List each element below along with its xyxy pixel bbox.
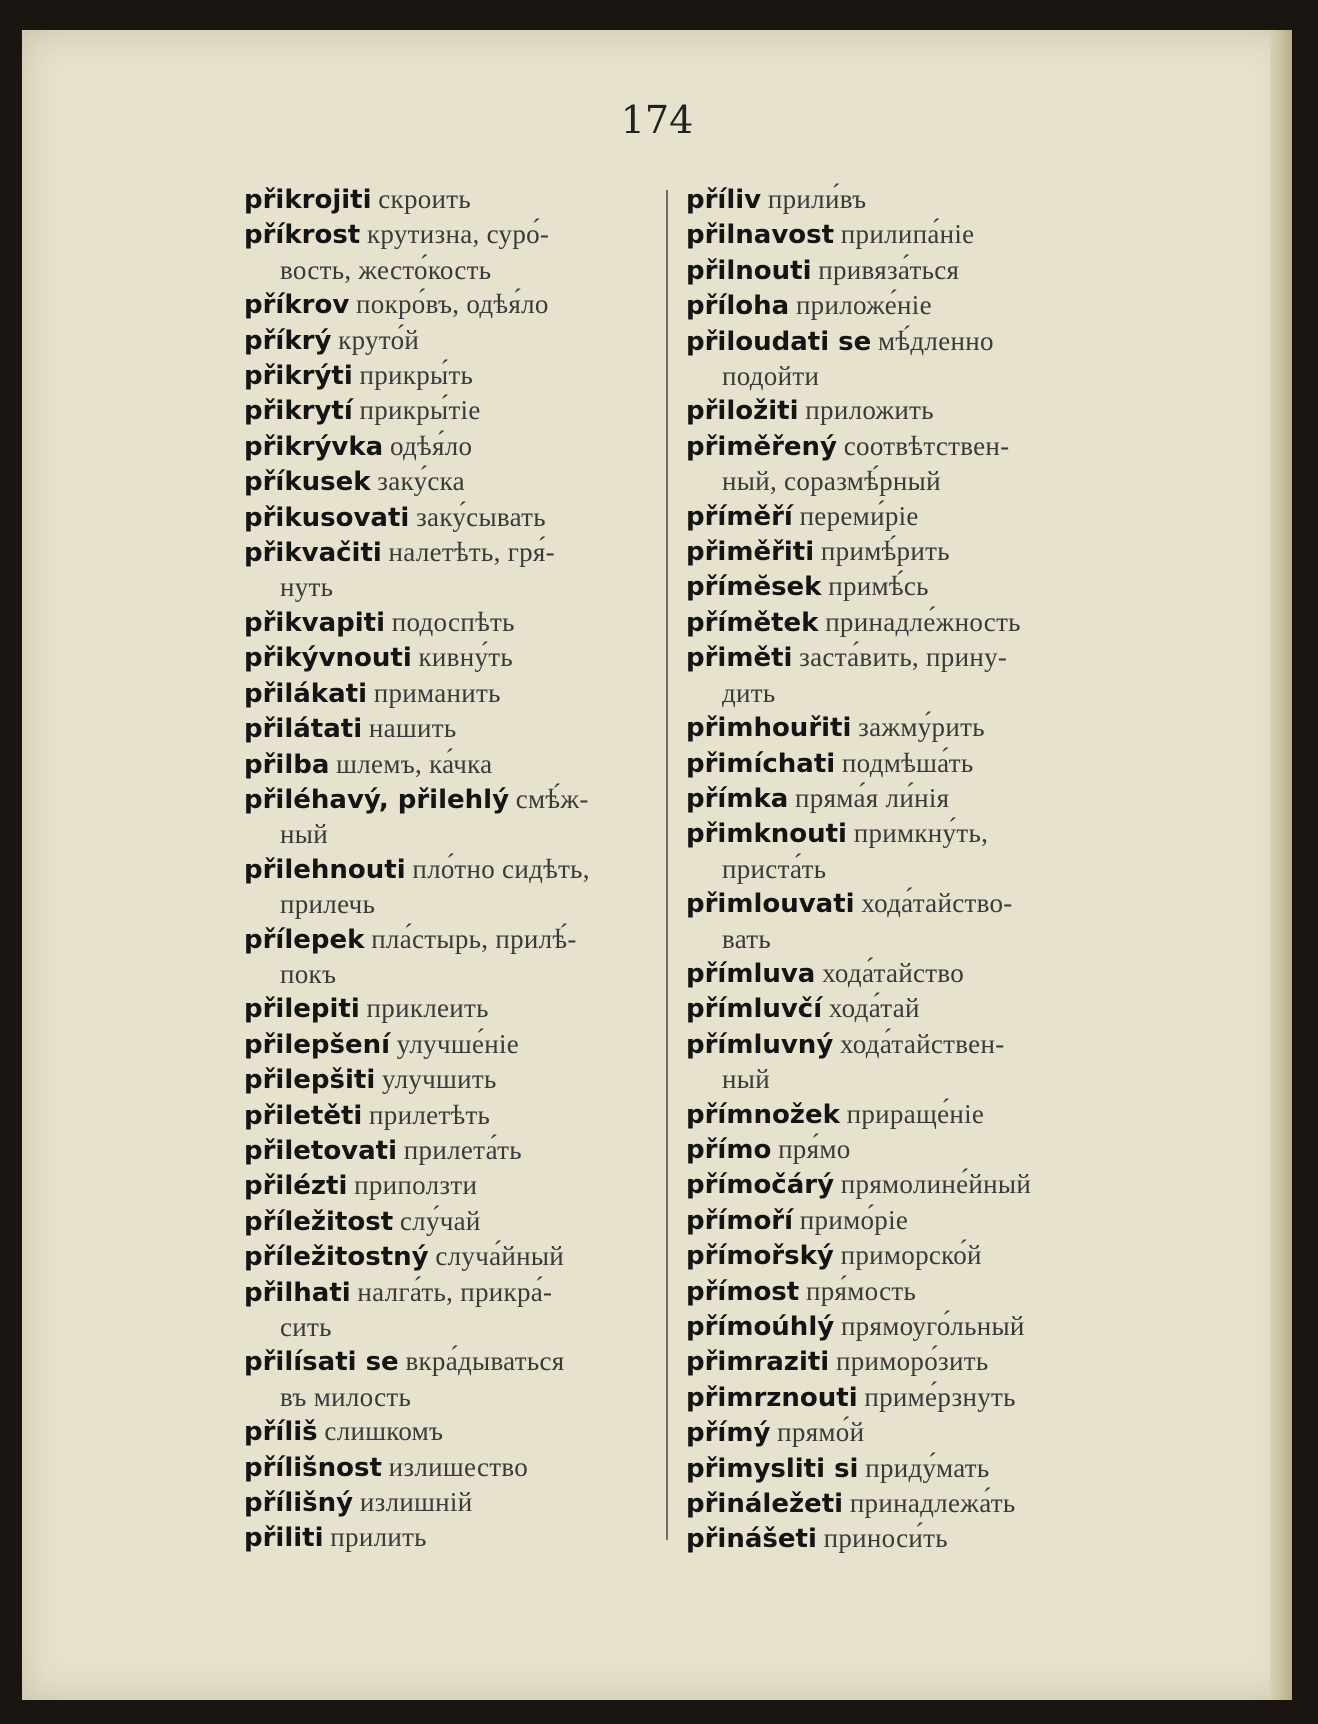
translation: заста́вить, прину- [799, 642, 1008, 673]
entry-first-line [244, 535, 669, 570]
entry-first-line [244, 747, 669, 782]
translation: кивну́ть [418, 642, 513, 673]
entry-first-line [686, 534, 1130, 569]
translation: принадле́жность [825, 606, 1021, 637]
headword: přímost [686, 1276, 800, 1307]
headword: přilátati [244, 714, 363, 745]
translation: случа́йный [435, 1241, 565, 1272]
dictionary-entry [686, 429, 1130, 499]
headword: přikrytí [244, 396, 353, 427]
dictionary-entry [244, 464, 669, 499]
entry-first-line [244, 1027, 669, 1062]
headword: přímĕsek [686, 572, 822, 603]
dictionary-entry [244, 782, 669, 852]
headword: přiletěti [244, 1100, 363, 1131]
headword: přinášeti [686, 1524, 817, 1555]
entry-first-line [686, 1274, 1130, 1309]
dictionary-entry [686, 1027, 1130, 1097]
dictionary-entry [244, 1168, 669, 1203]
entry-first-line [686, 640, 1130, 675]
entry-first-line [244, 323, 669, 358]
dictionary-entry [244, 429, 669, 464]
dictionary-entry [686, 1097, 1130, 1132]
dictionary-entry [686, 1274, 1130, 1309]
entry-first-line [244, 922, 669, 957]
headword: přikrojiti [244, 185, 372, 215]
headword: přiléhavý, přilehlý [244, 784, 510, 815]
entry-first-line [686, 1344, 1130, 1379]
entry-first-line [686, 991, 1130, 1026]
dictionary-entry [686, 288, 1130, 323]
headword: přímočárý [686, 1170, 835, 1201]
entry-first-line [244, 1344, 669, 1379]
translation: прямо́й [777, 1417, 865, 1448]
headword: přimraziti [686, 1347, 830, 1378]
dictionary-entry [244, 1275, 669, 1345]
headword: přilnouti [686, 255, 812, 286]
entry-first-line [686, 1486, 1130, 1521]
dictionary-entry [686, 1451, 1130, 1486]
translation: прикры́тіе [359, 395, 481, 426]
translation: смѣ́ж- [515, 783, 589, 814]
headword: příležitostný [244, 1242, 429, 1273]
translation: одѣя́ло [389, 430, 473, 461]
dictionary-entry [686, 1344, 1130, 1379]
entry-first-line [686, 499, 1130, 534]
translation: хода́тайство- [861, 888, 1013, 919]
dictionary-entry [244, 358, 669, 393]
entry-first-line [244, 1239, 669, 1274]
dictionary-entry [686, 1167, 1130, 1202]
dictionary-entry [244, 852, 669, 922]
translation: подмѣша́ть [841, 747, 974, 778]
headword: přílišnost [244, 1452, 382, 1483]
dictionary-entry [244, 287, 669, 322]
headword: přímoúhlý [686, 1312, 835, 1342]
translation: подоспѣть [391, 606, 515, 637]
dictionary-entry [686, 886, 1130, 956]
translation: приложить [805, 395, 934, 426]
translation: покро́въ, одѣя́ло [356, 289, 549, 320]
entry-first-line [244, 1485, 669, 1520]
translation: излишество [388, 1451, 529, 1482]
dictionary-entry [244, 605, 669, 640]
translation: пла́стырь, прилѣ́- [371, 923, 577, 954]
entry-first-line [244, 182, 669, 217]
entry-first-line [244, 464, 669, 499]
entry-first-line [244, 500, 669, 535]
entry-first-line [244, 605, 669, 640]
entry-first-line [244, 1414, 669, 1449]
dictionary-entry [686, 217, 1130, 252]
translation-continuation: сить [280, 1312, 332, 1342]
translation-continuation: дить [722, 677, 776, 708]
entry-first-line [244, 1204, 669, 1239]
translation: приморо́зить [835, 1346, 989, 1377]
entry-first-line [686, 1203, 1130, 1238]
translation: примѣ́сь [828, 571, 929, 602]
translation: приманить [373, 677, 501, 708]
headword: přikvačiti [244, 538, 382, 569]
dictionary-entry [244, 1520, 669, 1555]
headword: přilepiti [244, 994, 360, 1025]
headword: přimhouřiti [686, 713, 852, 744]
entry-first-line [686, 1380, 1130, 1415]
translation: улучшить [381, 1064, 497, 1095]
entry-first-line [686, 569, 1130, 604]
translation: пря́мо [778, 1133, 851, 1164]
headword: přímnožek [686, 1099, 840, 1130]
translation-continuation: приста́ть [722, 853, 827, 884]
headword: přiměřiti [686, 537, 815, 568]
dictionary-entry [686, 816, 1130, 886]
entry-first-line [244, 1520, 669, 1555]
entry-first-line [686, 886, 1130, 921]
headword: přímoří [686, 1205, 794, 1236]
headword: přiliti [244, 1523, 324, 1554]
entry-first-line [686, 253, 1130, 288]
dictionary-entry [244, 1414, 669, 1449]
dictionary-entry [244, 323, 669, 358]
translation: приморско́й [840, 1240, 982, 1271]
dictionary-entry [244, 393, 669, 428]
headword: přiložiti [686, 396, 799, 427]
dictionary-page [22, 30, 1292, 1700]
translation: улучше́ніе [396, 1028, 520, 1059]
translation: слу́чай [399, 1205, 481, 1236]
headword: přilákati [244, 678, 367, 709]
dictionary-entry [244, 1027, 669, 1062]
headword: přílišný [244, 1488, 354, 1519]
entry-first-line [686, 288, 1130, 323]
dictionary-entry [244, 922, 669, 992]
dictionary-entry [244, 1133, 669, 1168]
dictionary-entry [686, 253, 1130, 288]
translation: нашить [368, 713, 457, 744]
translation-continuation: нуть [280, 572, 334, 603]
translation: налга́ть, прикра́- [357, 1276, 553, 1307]
headword: přímořský [686, 1241, 834, 1272]
entry-first-line [244, 1133, 669, 1168]
left-column [244, 182, 669, 1556]
dictionary-entry [244, 1239, 669, 1274]
translation: принадлежа́ть [849, 1488, 1016, 1519]
translation: хода́тайство [822, 957, 965, 988]
headword: přimrznouti [686, 1382, 858, 1413]
translation: соотвѣтствен- [843, 430, 1010, 461]
headword: přímý [686, 1418, 771, 1449]
translation: заку́сывать [416, 501, 546, 532]
headword: přímka [686, 783, 789, 814]
headword: přilhati [244, 1277, 351, 1308]
headword: příliv [686, 185, 762, 215]
dictionary-entry [686, 1203, 1130, 1238]
translation: прили́въ [767, 184, 867, 214]
translation: пряма́я ли́нія [795, 782, 950, 813]
entry-first-line [686, 429, 1130, 464]
dictionary-entry [244, 1450, 669, 1485]
entry-first-line [244, 429, 669, 464]
entry-first-line [686, 1451, 1130, 1486]
entry-first-line [686, 1415, 1130, 1450]
translation-continuation: ный [722, 1064, 770, 1095]
headword: přilepšiti [244, 1065, 376, 1096]
entry-first-line [244, 782, 669, 817]
translation-continuation: прилечь [280, 889, 376, 920]
translation: заку́ска [377, 466, 465, 497]
translation-continuation: подойти [722, 361, 820, 392]
translation: приме́рзнуть [864, 1381, 1016, 1412]
dictionary-entry [244, 676, 669, 711]
dictionary-entry [244, 217, 669, 287]
dictionary-entry [244, 182, 669, 217]
headword: přímo [686, 1134, 772, 1165]
dictionary-entry [244, 1062, 669, 1097]
headword: přímluvný [686, 1029, 834, 1060]
headword: přiloudati se [686, 326, 872, 357]
dictionary-entry [244, 500, 669, 535]
dictionary-entry [686, 393, 1130, 428]
entry-first-line [244, 358, 669, 393]
entry-first-line [244, 991, 669, 1026]
entry-first-line [244, 217, 669, 252]
translation: пло́тно сидѣть, [412, 853, 590, 884]
translation: слишкомъ [324, 1416, 444, 1447]
translation: налетѣть, гря́- [388, 537, 555, 568]
translation: прилипа́ніе [840, 219, 975, 250]
dictionary-entry [244, 1204, 669, 1239]
entry-first-line [686, 182, 1130, 217]
dictionary-entry [244, 640, 669, 675]
headword: přilba [244, 749, 330, 780]
translation: мѣ́дленно [878, 325, 994, 356]
headword: příležitost [244, 1206, 394, 1237]
translation-continuation: ный, соразмѣ́рный [722, 466, 941, 497]
translation: шлемъ, ка́чка [336, 748, 493, 779]
entry-first-line [244, 287, 669, 322]
dictionary-entry [686, 569, 1130, 604]
translation: приложе́ніе [795, 290, 932, 321]
translation: примо́ріе [799, 1204, 909, 1235]
headword: příliš [244, 1417, 318, 1448]
dictionary-entry [686, 1486, 1130, 1521]
headword: přilísati se [244, 1347, 399, 1378]
translation: круто́й [338, 324, 420, 355]
translation: прираще́ніе [846, 1098, 985, 1129]
entry-first-line [686, 1521, 1130, 1556]
dictionary-entry [244, 1344, 669, 1414]
entry-first-line [686, 1027, 1130, 1062]
headword: přímluva [686, 958, 816, 989]
dictionary-entry [686, 499, 1130, 534]
dictionary-entry [686, 534, 1130, 569]
entry-first-line [686, 1132, 1130, 1167]
entry-first-line [244, 393, 669, 428]
dictionary-entry [244, 1485, 669, 1520]
headword: příkrý [244, 325, 332, 356]
translation: приклеить [366, 993, 489, 1024]
headword: přimlouvati [686, 889, 855, 920]
headword: přiměřený [686, 431, 837, 462]
translation: приползти [354, 1170, 478, 1201]
translation: скроить [378, 184, 472, 214]
entry-first-line [244, 1168, 669, 1203]
headword: přináležeti [686, 1489, 844, 1520]
dictionary-entry [686, 710, 1130, 745]
translation: вкра́дываться [405, 1346, 565, 1377]
headword: příloha [686, 291, 790, 322]
dictionary-entry [686, 781, 1130, 816]
translation-continuation: вость, жесто́кость [280, 254, 492, 285]
headword: přikusovati [244, 502, 410, 533]
dictionary-entry [244, 991, 669, 1026]
translation: хода́тайствен- [840, 1028, 1005, 1059]
headword: přilnavost [686, 220, 835, 251]
entry-first-line [686, 605, 1130, 640]
entry-first-line [244, 711, 669, 746]
headword: přiletovati [244, 1135, 398, 1166]
page-gutter [1270, 30, 1292, 1700]
entry-first-line [686, 1238, 1130, 1273]
translation: прилить [330, 1522, 427, 1553]
translation: зажму́рить [858, 712, 985, 743]
headword: přikvapiti [244, 607, 385, 638]
translation: приноси́ть [823, 1523, 948, 1554]
translation: прямолине́йный [840, 1169, 1032, 1200]
translation-continuation: въ милость [280, 1381, 412, 1412]
translation: прикры́ть [359, 360, 474, 391]
headword: příkrov [244, 290, 350, 321]
dictionary-entry [686, 746, 1130, 781]
translation: прямоуго́льный [840, 1311, 1025, 1341]
entry-first-line [686, 324, 1130, 359]
dictionary-entry [686, 605, 1130, 640]
translation-continuation: вать [722, 923, 771, 954]
translation: излишній [359, 1487, 473, 1518]
dictionary-entry [244, 1098, 669, 1133]
entry-first-line [686, 746, 1130, 781]
entry-first-line [686, 781, 1130, 816]
dictionary-entry [686, 1380, 1130, 1415]
dictionary-entry [244, 535, 669, 605]
headword: přiměti [686, 643, 793, 674]
headword: přikrýti [244, 361, 353, 392]
entry-first-line [244, 676, 669, 711]
headword: příkusek [244, 467, 371, 498]
entry-first-line [686, 1167, 1130, 1202]
headword: přímětek [686, 607, 819, 638]
dictionary-entry [686, 1132, 1130, 1167]
dictionary-entry [686, 956, 1130, 991]
headword: přilehnouti [244, 854, 406, 885]
translation: пря́мость [805, 1275, 917, 1306]
headword: přimíchati [686, 748, 836, 779]
dictionary-entry [244, 747, 669, 782]
entry-first-line [244, 852, 669, 887]
translation: крутизна, суро́- [366, 219, 550, 250]
entry-first-line [244, 1450, 669, 1485]
entry-first-line [686, 1097, 1130, 1132]
entry-first-line [244, 1062, 669, 1097]
entry-first-line [686, 956, 1130, 991]
translation: привяза́ться [818, 254, 960, 285]
headword: přimknouti [686, 819, 847, 850]
entry-first-line [686, 710, 1130, 745]
entry-first-line [244, 1275, 669, 1310]
headword: přikývnouti [244, 643, 412, 674]
translation: прилетѣть [369, 1099, 491, 1130]
headword: přímluvčí [686, 994, 823, 1025]
translation: примкну́ть, [853, 818, 989, 849]
dictionary-entry [686, 1521, 1130, 1556]
headword: přikrývka [244, 431, 384, 462]
translation: приду́мать [865, 1452, 990, 1483]
translation-continuation: ный [280, 819, 328, 850]
dictionary-entry [686, 1309, 1130, 1344]
dictionary-entry [686, 1238, 1130, 1273]
headword: přílepek [244, 924, 365, 955]
headword: přimysliti si [686, 1453, 859, 1484]
headword: příměří [686, 501, 793, 532]
headword: přilézti [244, 1171, 348, 1202]
right-column [686, 182, 1130, 1557]
entry-first-line [686, 1309, 1130, 1344]
headword: přilepšení [244, 1029, 391, 1060]
translation: прилета́ть [403, 1134, 522, 1165]
translation: переми́ріе [799, 500, 919, 531]
entry-first-line [244, 1098, 669, 1133]
entry-first-line [686, 393, 1130, 428]
dictionary-entry [686, 324, 1130, 394]
translation-continuation: покъ [280, 958, 337, 989]
page-number: 174 [620, 98, 694, 142]
entry-first-line [244, 640, 669, 675]
dictionary-entry [244, 711, 669, 746]
translation: примѣ́рить [820, 536, 950, 567]
entry-first-line [686, 816, 1130, 851]
translation: хода́тай [828, 993, 920, 1024]
dictionary-entry [686, 640, 1130, 710]
headword: příkrost [244, 220, 361, 251]
dictionary-entry [686, 991, 1130, 1026]
entry-first-line [686, 217, 1130, 252]
dictionary-entry [686, 1415, 1130, 1450]
dictionary-entry [686, 182, 1130, 217]
